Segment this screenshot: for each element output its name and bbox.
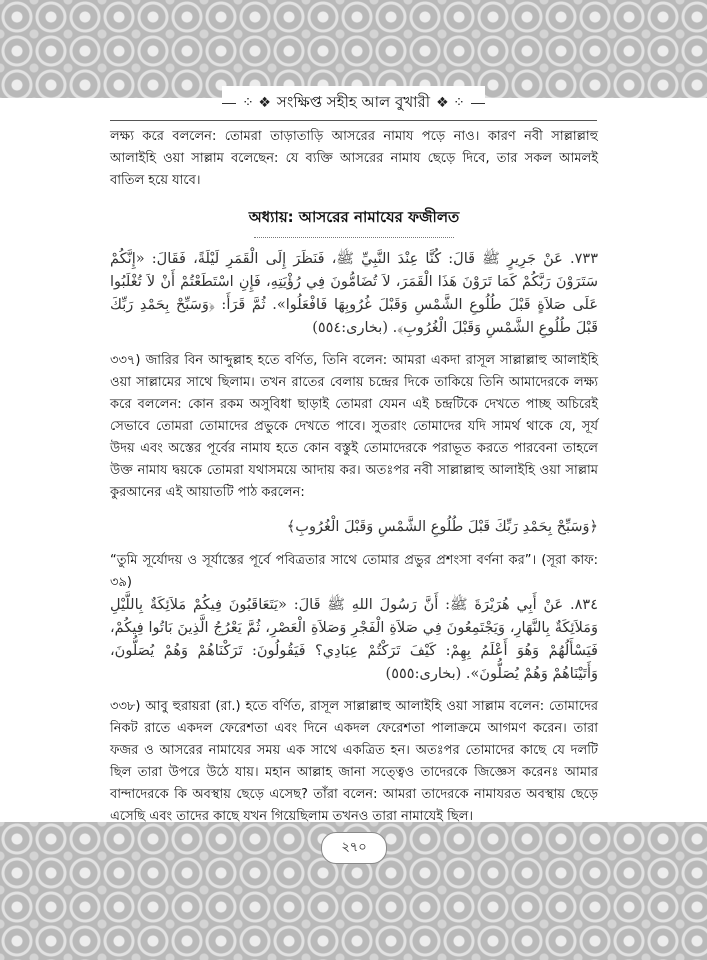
intro-paragraph: লক্ষ্য করে বললেন: তোমরা তাড়াতাড়ি আসরের নামায পড়ে নাও। কারণ নবী সাল্লাল্লাহু আলাইহি ওয়া সাল্লাম বলেছেন: যে ব্যক্তি আসরের নামায ছেড়ে দিবে, তার সকল আমলই বাতিল হয়ে যাবে। — [110, 129, 598, 188]
ornament-left-icon: ⁘ ❖ — [242, 95, 271, 111]
hadith-733-arabic: ٧٣٣. عَنْ جَرِيرٍ ﷺ قَالَ: كُنَّا عِنْدَ النَّبِيِّ ﷺ، فَنَظَرَ إِلَى الْقَمَرِ لَيْلَةً، فَقَالَ: «إِنَّكُمْ سَتَرَوْنَ رَبَّكُمْ كَمَا تَرَوْنَ هَذَا الْقَمَرَ، لاَ تُضَامُّونَ فِي رُؤْيَتِهِ، فَإِنِ اسْتَطَعْتُمْ أَنْ لاَ تُغْلَبُوا عَلَى صَلاَةٍ قَبْلَ طُلُوعِ الشَّمْسِ وَقَبْلَ غُرُوبِهَا فَافْعَلُوا». ثُمَّ قَرَأَ: ﴿وَسَبِّحْ بِحَمْدِ رَبِّكَ قَبْلَ طُلُوعِ الشَّمْسِ وَقَبْلَ الْغُرُوبِ﴾. (بخارى:٥٥٤) — [110, 251, 598, 336]
header-line-right — [471, 103, 485, 104]
page-content — [110, 126, 598, 828]
page-number: ২৭০ — [321, 832, 387, 864]
header-line-left — [222, 103, 236, 104]
verse-translation: “তুমি সূর্যোদয় ও সূর্যাস্তের পূর্বে পবিত্রতার সাথে তোমার প্রভুর প্রশংসা বর্ণনা কর”। (সূরা কাফ: ৩৯) — [110, 553, 598, 590]
hadith-834-arabic: ٨٣٤. عَنْ أَبِي هُرَيْرَةَ ﷺ: أَنَّ رَسُولَ اللهِ ﷺ قَالَ: «يَتَعَاقَبُونَ فِيكُمْ مَلاَئِكَةٌ بِاللَّيْلِ وَمَلاَئِكَةٌ بِالنَّهَارِ، وَيَجْتَمِعُونَ فِي صَلاَةِ الْفَجْرِ وَصَلاَةِ الْعَصْرِ، ثُمَّ يَعْرُجُ الَّذِينَ بَاتُوا فِيكُمْ، فَيَسْأَلُهُمْ وَهُوَ أَعْلَمُ بِهِمْ: كَيْفَ تَرَكْتُمْ عِبَادِي؟ فَيَقُولُونَ: تَرَكْنَاهُمْ وَهُمْ يُصَلُّونَ، وَأَتَيْنَاهُمْ وَهُمْ يُصَلُّونَ». (بخارى:٥٥٥) — [110, 597, 598, 682]
ornament-right-icon: ❖ ⁘ — [436, 95, 465, 111]
quran-verse: ﴿وَسَبِّحْ بِحَمْدِ رَبِّكَ قَبْلَ طُلُوعِ الشَّمْسِ وَقَبْلَ الْغُرُوبِ﴾ — [286, 519, 598, 535]
running-header — [222, 88, 485, 118]
header-rule — [110, 120, 597, 121]
hadith-337-bengali: ৩৩৭) জারির বিন আব্দুল্লাহ হতে বর্ণিত, তিনি বলেন: আমরা একদা রাসূল সাল্লাল্লাহু আলাইহি ওয়া সাল্লামের সাথে ছিলাম। তখন রাতের বেলায় চন্দ্রের দিকে তাকিয়ে তিনি আমাদেরকে লক্ষ্য করে বললেন: কোন রকম অসুবিধা ছাড়াই তোমরা যেমন এই চন্দ্রটিকে দেখতে পাচ্ছ অচিরেই সেভাবে তোমরা তোমাদের প্রভুকে দেখতে পাবে। সুতরাং তোমাদের যদি সামর্থ থাকে যে, সূর্য উদয় এবং অস্তের পূর্বের নামায হতে কোন বস্তুই তোমাদেরকে পরাভূত করতে পারবেনা তাহলে উক্ত নামায দ্বয়কে তোমরা যথাসময়ে আদায় কর। অতঃপর নবী সাল্লাল্লাহু আলাইহি ওয়া সাল্লাম কুরআনের এই আয়াতটি পাঠ করলেন: — [110, 353, 598, 500]
hadith-338-bengali: ৩৩৮) আবু হুরায়রা (রা.) হতে বর্ণিত, রাসূল সাল্লাল্লাহু আলাইহি ওয়া সাল্লাম বলেন: তোমাদের নিকট রাতে একদল ফেরেশতা এবং দিনে একদল ফেরেশতা পালাক্রমে আগমণ করেন। তারা ফজর ও আসরের নামাযের সময় এক সাথে একত্রিত হন। অতঃপর তোমাদের কাছে যে দলটি ছিল তারা উপরে উঠে যায়। মহান আল্লাহ জানা সত্ত্বেও তাদেরকে জিজ্ঞেস করেনঃ আমার বান্দাদেরকে কি অবস্থায় ছেড়ে এসেছ? তাঁরা বলেন: আমরা তাদেরকে নামাযরত অবস্থায় ছেড়ে এসেছি এবং তাদের কাছে যখন গিয়েছিলাম তখনও তারা নামাযেই ছিল। — [110, 699, 598, 824]
top-decorative-border — [0, 0, 707, 98]
chapter-title: অধ্যায়: আসরের নামাযের ফজীলত — [248, 208, 460, 226]
book-title: সংক্ষিপ্ত সহীহ আল বুখারী — [276, 92, 431, 111]
